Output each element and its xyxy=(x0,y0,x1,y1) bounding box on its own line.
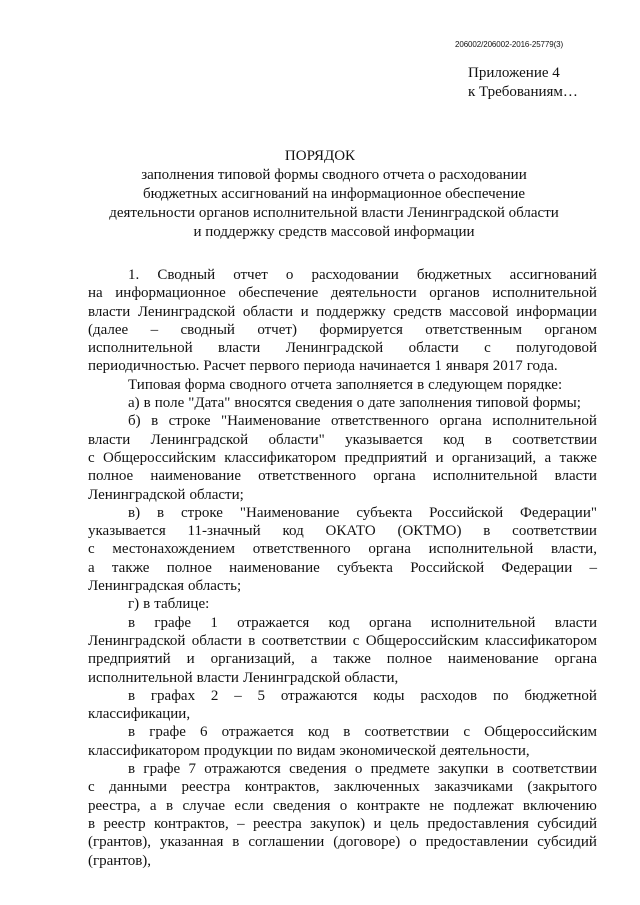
appendix-line-2: к Требованиям… xyxy=(468,84,578,100)
document-subtitle xyxy=(84,166,584,242)
body-line: указывается 11-значный код ОКАТО (ОКТМО) в соответствии xyxy=(88,523,597,540)
subtitle-line: бюджетных ассигнований на информационное обеспечение xyxy=(142,186,526,202)
body-line: власти Ленинградской области и поддержку средств массовой информации xyxy=(88,303,597,320)
body-line: реестра, а в случае если сведения о контракте не подлежат включению xyxy=(88,797,597,814)
body-line: в реестр контрактов, – реестра закупок) и цель предоставления субсидий xyxy=(88,815,597,832)
subtitle-line: деятельности органов исполнительной власти Ленинградской области xyxy=(109,205,559,221)
document-number: 206002/206002-2016-25779(3) xyxy=(455,40,564,49)
body-line: в графе 6 отражается код в соответствии с Общероссийским xyxy=(128,724,597,741)
body-line: (грантов), xyxy=(88,852,152,869)
body-line: в графах 2 – 5 отражаются коды расходов по бюджетной xyxy=(128,687,597,704)
body-line: на информационное обеспечение деятельности органов исполнительной xyxy=(88,285,597,302)
body-line: власти Ленинградской области" указывается код в соответствии xyxy=(88,431,597,448)
body-line: исполнительной власти Ленинградской области с полугодовой xyxy=(88,340,597,357)
body-line: Ленинградской области; xyxy=(88,486,244,503)
document-title: ПОРЯДОК xyxy=(284,148,356,164)
body-line: классификации, xyxy=(88,706,191,723)
appendix-reference xyxy=(468,64,578,102)
body-line: 1. Сводный отчет о расходовании бюджетных ассигнований xyxy=(128,267,597,283)
subtitle-line: и поддержку средств массовой информации xyxy=(193,224,475,240)
body-line: Типовая форма сводного отчета заполняется в следующем порядке: xyxy=(128,376,563,393)
body-line: в графе 1 отражается код органа исполнительной власти xyxy=(128,614,597,631)
body-line: Ленинградская область; xyxy=(88,578,242,595)
body-line: б) в строке "Наименование ответственного органа исполнительной xyxy=(128,413,597,430)
body-line: а) в поле "Дата" вносятся сведения о дате заполнения типовой формы; xyxy=(128,395,581,412)
body-line: полное наименование ответственного органа исполнительной власти xyxy=(88,468,597,485)
body-line: в) в строке "Наименование субъекта Российской Федерации" xyxy=(128,504,597,521)
body-line: (грантов), указанная в соглашении (договоре) о предоставлении субсидий xyxy=(88,834,597,851)
appendix-line-1: Приложение 4 xyxy=(468,65,560,81)
document-body xyxy=(88,266,597,870)
body-line: предприятий и организаций, а также полное наименование органа xyxy=(88,651,597,668)
body-line: (далее – сводный отчет) формируется ответственным органом xyxy=(88,321,597,338)
body-line: в графе 7 отражаются сведения о предмете закупки в соответствии xyxy=(128,761,597,778)
body-line: с местонахождением ответственного органа исполнительной власти, xyxy=(88,541,597,558)
body-line: Ленинградской области в соответствии с Общероссийским классификатором xyxy=(88,632,597,649)
subtitle-line: заполнения типовой формы сводного отчета о расходовании xyxy=(141,167,527,183)
body-line: исполнительной власти Ленинградской области, xyxy=(88,669,399,686)
body-line: периодичностью. Расчет первого периода начинается 1 января 2017 года. xyxy=(88,358,558,375)
body-line: а также полное наименование субъекта Российской Федерации – xyxy=(88,559,597,576)
body-line: классификатором продукции по видам экономической деятельности, xyxy=(88,742,530,759)
body-line: с Общероссийским классификатором предприятий и организаций, а также xyxy=(88,449,597,466)
body-line: г) в таблице: xyxy=(128,596,210,613)
body-line: с данными реестра контрактов, заключенных заказчиками (закрытого xyxy=(88,779,597,796)
